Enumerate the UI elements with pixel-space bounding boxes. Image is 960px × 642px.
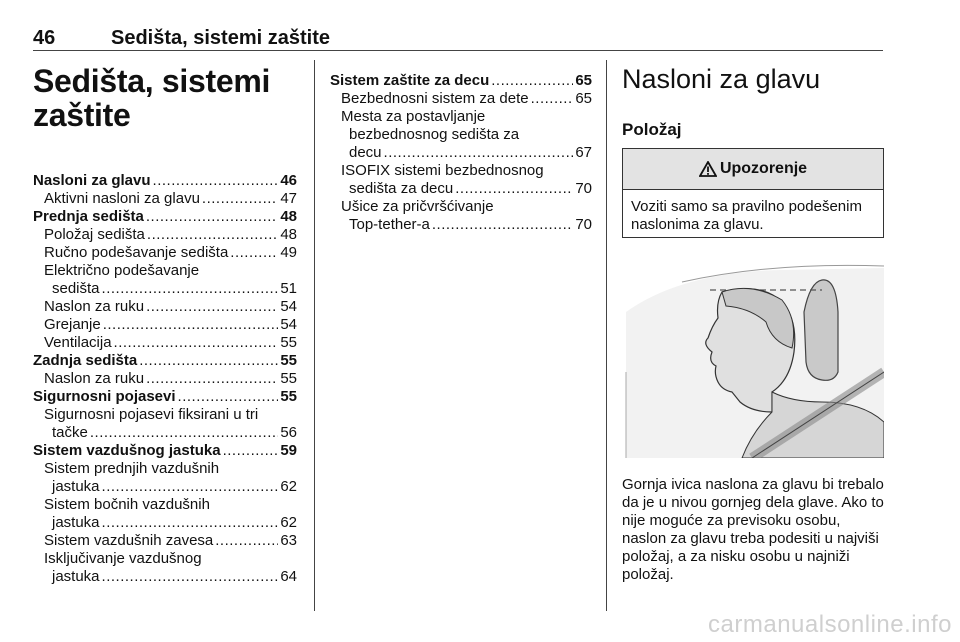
warning-header xyxy=(623,149,883,190)
toc-entry-text: Sigurnosni pojasevi xyxy=(33,388,176,405)
toc-leader-dots xyxy=(146,370,278,388)
toc-entry xyxy=(33,496,297,514)
toc-page-number: 67 xyxy=(575,144,592,161)
warning-text: Voziti samo sa pravilno podešenim naslonima za glavu. xyxy=(631,198,862,233)
toc-page-number: 54 xyxy=(280,298,297,315)
toc-entry xyxy=(33,568,297,586)
toc-entry xyxy=(330,108,592,126)
toc-entry xyxy=(33,532,297,550)
toc-entry-text: Sigurnosni pojasevi fiksirani u tri xyxy=(44,406,259,423)
toc-page-number: 65 xyxy=(575,90,592,107)
toc-entry xyxy=(33,460,297,478)
toc-entry xyxy=(330,90,592,108)
header-title: Sedišta, sistemi zaštite xyxy=(111,27,330,49)
toc-entry-text: Nasloni za glavu xyxy=(33,172,151,189)
toc-entry xyxy=(33,514,297,532)
toc-page-number: 64 xyxy=(280,568,297,585)
section-body-text: Gornja ivica naslona za glavu bi trebalo da je u nivou gornjeg dela glave. Ako to nije moguće za previsoku osobu, naslon za glavu treba podesiti u najviši položaj, a za nisku osobu u najniži položaj. xyxy=(622,476,884,583)
toc-entry xyxy=(33,298,297,316)
toc-entry xyxy=(330,180,592,198)
toc-entry-text: Mesta za postavljanje xyxy=(341,108,486,125)
toc-entry-text: Sistem bočnih vazdušnih xyxy=(44,496,210,513)
toc-chapter-entry xyxy=(33,208,297,226)
watermark-text: carmanualsonline.info xyxy=(708,611,952,638)
toc-entry-text: Ručno podešavanje sedišta xyxy=(44,244,229,261)
toc-entry xyxy=(33,334,297,352)
toc-leader-dots xyxy=(90,424,278,442)
toc-page-number: 46 xyxy=(280,172,297,189)
toc-leader-dots xyxy=(146,208,278,226)
toc-chapter-entry xyxy=(33,352,297,370)
toc-entry-text: ISOFIX sistemi bezbednosnog xyxy=(341,162,544,179)
toc-entry-text: tačke xyxy=(52,424,88,441)
toc-entry xyxy=(33,478,297,496)
toc-leader-dots xyxy=(230,244,278,262)
toc-entry-text: Bezbednosni sistem za dete xyxy=(341,90,529,107)
toc-entry-text: Naslon za ruku xyxy=(44,370,145,387)
toc-entry-text: Zadnja sedišta xyxy=(33,352,138,369)
toc-entry-text: Ušice za pričvršćivanje xyxy=(341,198,494,215)
toc-entry-text: Prednja sedišta xyxy=(33,208,144,225)
toc-page-number: 62 xyxy=(280,514,297,531)
toc-middle-column xyxy=(330,72,592,234)
toc-entry xyxy=(33,406,297,424)
toc-page-number: 55 xyxy=(280,334,297,351)
toc-page-number: 55 xyxy=(280,388,297,405)
toc-entry-text: Sistem zaštite za decu xyxy=(330,72,490,89)
toc-entry xyxy=(330,198,592,216)
section-subtitle: Položaj xyxy=(622,120,682,139)
chapter-title-line1: Sedišta, sistemi xyxy=(33,63,271,99)
toc-entry-text: Naslon za ruku xyxy=(44,298,145,315)
toc-page-number: 55 xyxy=(280,352,297,369)
column-divider-2 xyxy=(606,60,607,611)
toc-leader-dots xyxy=(491,72,573,90)
toc-entry xyxy=(33,244,297,262)
toc-chapter-entry xyxy=(33,388,297,406)
column-divider-1 xyxy=(314,60,315,611)
toc-page-number: 59 xyxy=(280,442,297,459)
toc-entry-text: Položaj sedišta xyxy=(44,226,145,243)
toc-entry-text: Aktivni nasloni za glavu xyxy=(44,190,200,207)
toc-entry-text: Grejanje xyxy=(44,316,101,333)
toc-entry xyxy=(33,550,297,568)
toc-entry-text: decu xyxy=(349,144,382,161)
toc-page-number: 54 xyxy=(280,316,297,333)
toc-left-column xyxy=(33,172,297,586)
toc-page-number: 65 xyxy=(575,72,592,89)
toc-leader-dots xyxy=(455,180,573,198)
toc-page-number: 70 xyxy=(575,216,592,233)
toc-leader-dots xyxy=(202,190,278,208)
toc-entry xyxy=(33,262,297,280)
chapter-title-line2: zaštite xyxy=(33,97,131,133)
toc-entry xyxy=(33,424,297,442)
toc-entry-text: jastuka xyxy=(52,478,100,495)
toc-entry-text: Sistem vazdušnih zavesa xyxy=(44,532,214,549)
toc-leader-dots xyxy=(146,298,278,316)
toc-leader-dots xyxy=(102,568,279,586)
toc-entry-text: Električno podešavanje xyxy=(44,262,200,279)
toc-page-number: 62 xyxy=(280,478,297,495)
headrest-illustration xyxy=(622,252,884,458)
warning-title: Upozorenje xyxy=(719,160,808,177)
toc-page-number: 70 xyxy=(575,180,592,197)
toc-entry xyxy=(33,190,297,208)
toc-leader-dots xyxy=(139,352,278,370)
toc-entry xyxy=(330,126,592,144)
chapter-title xyxy=(33,64,270,132)
toc-entry xyxy=(330,144,592,162)
toc-entry-text: sedišta za decu xyxy=(349,180,454,197)
toc-chapter-entry xyxy=(33,442,297,460)
toc-page-number: 56 xyxy=(280,424,297,441)
page-number: 46 xyxy=(33,27,56,49)
toc-leader-dots xyxy=(114,334,279,352)
toc-leader-dots xyxy=(384,144,574,162)
toc-leader-dots xyxy=(103,316,279,334)
toc-leader-dots xyxy=(178,388,279,406)
toc-page-number: 49 xyxy=(280,244,297,261)
toc-page-number: 51 xyxy=(280,280,297,297)
section-title: Nasloni za glavu xyxy=(622,64,821,94)
toc-entry xyxy=(330,162,592,180)
warning-box xyxy=(622,148,884,238)
warning-triangle-icon xyxy=(699,161,717,177)
toc-leader-dots xyxy=(102,478,279,496)
toc-entry xyxy=(33,226,297,244)
toc-entry-text: jastuka xyxy=(52,514,100,531)
toc-chapter-entry xyxy=(330,72,592,90)
toc-entry xyxy=(33,280,297,298)
toc-chapter-entry xyxy=(33,172,297,190)
toc-entry-text: jastuka xyxy=(52,568,100,585)
toc-leader-dots xyxy=(153,172,279,190)
toc-leader-dots xyxy=(147,226,278,244)
toc-entry-text: Sistem prednjih vazdušnih xyxy=(44,460,220,477)
toc-page-number: 48 xyxy=(280,208,297,225)
toc-entry xyxy=(33,316,297,334)
toc-leader-dots xyxy=(102,280,279,298)
toc-entry-text: Sistem vazdušnog jastuka xyxy=(33,442,221,459)
toc-entry xyxy=(33,370,297,388)
toc-leader-dots xyxy=(432,216,573,234)
toc-entry xyxy=(330,216,592,234)
toc-entry-text: Ventilacija xyxy=(44,334,112,351)
toc-leader-dots xyxy=(102,514,279,532)
toc-entry-text: sedišta xyxy=(52,280,100,297)
toc-leader-dots xyxy=(531,90,574,108)
toc-leader-dots xyxy=(223,442,279,460)
toc-page-number: 55 xyxy=(280,370,297,387)
toc-entry-text: bezbednosnog sedišta za xyxy=(349,126,520,143)
toc-entry-text: Isključivanje vazdušnog xyxy=(44,550,202,567)
toc-leader-dots xyxy=(215,532,278,550)
toc-entry-text: Top-tether-a xyxy=(349,216,430,233)
toc-page-number: 47 xyxy=(280,190,297,207)
page-header xyxy=(33,27,330,50)
toc-page-number: 63 xyxy=(280,532,297,549)
toc-page-number: 48 xyxy=(280,226,297,243)
header-rule xyxy=(33,50,883,51)
